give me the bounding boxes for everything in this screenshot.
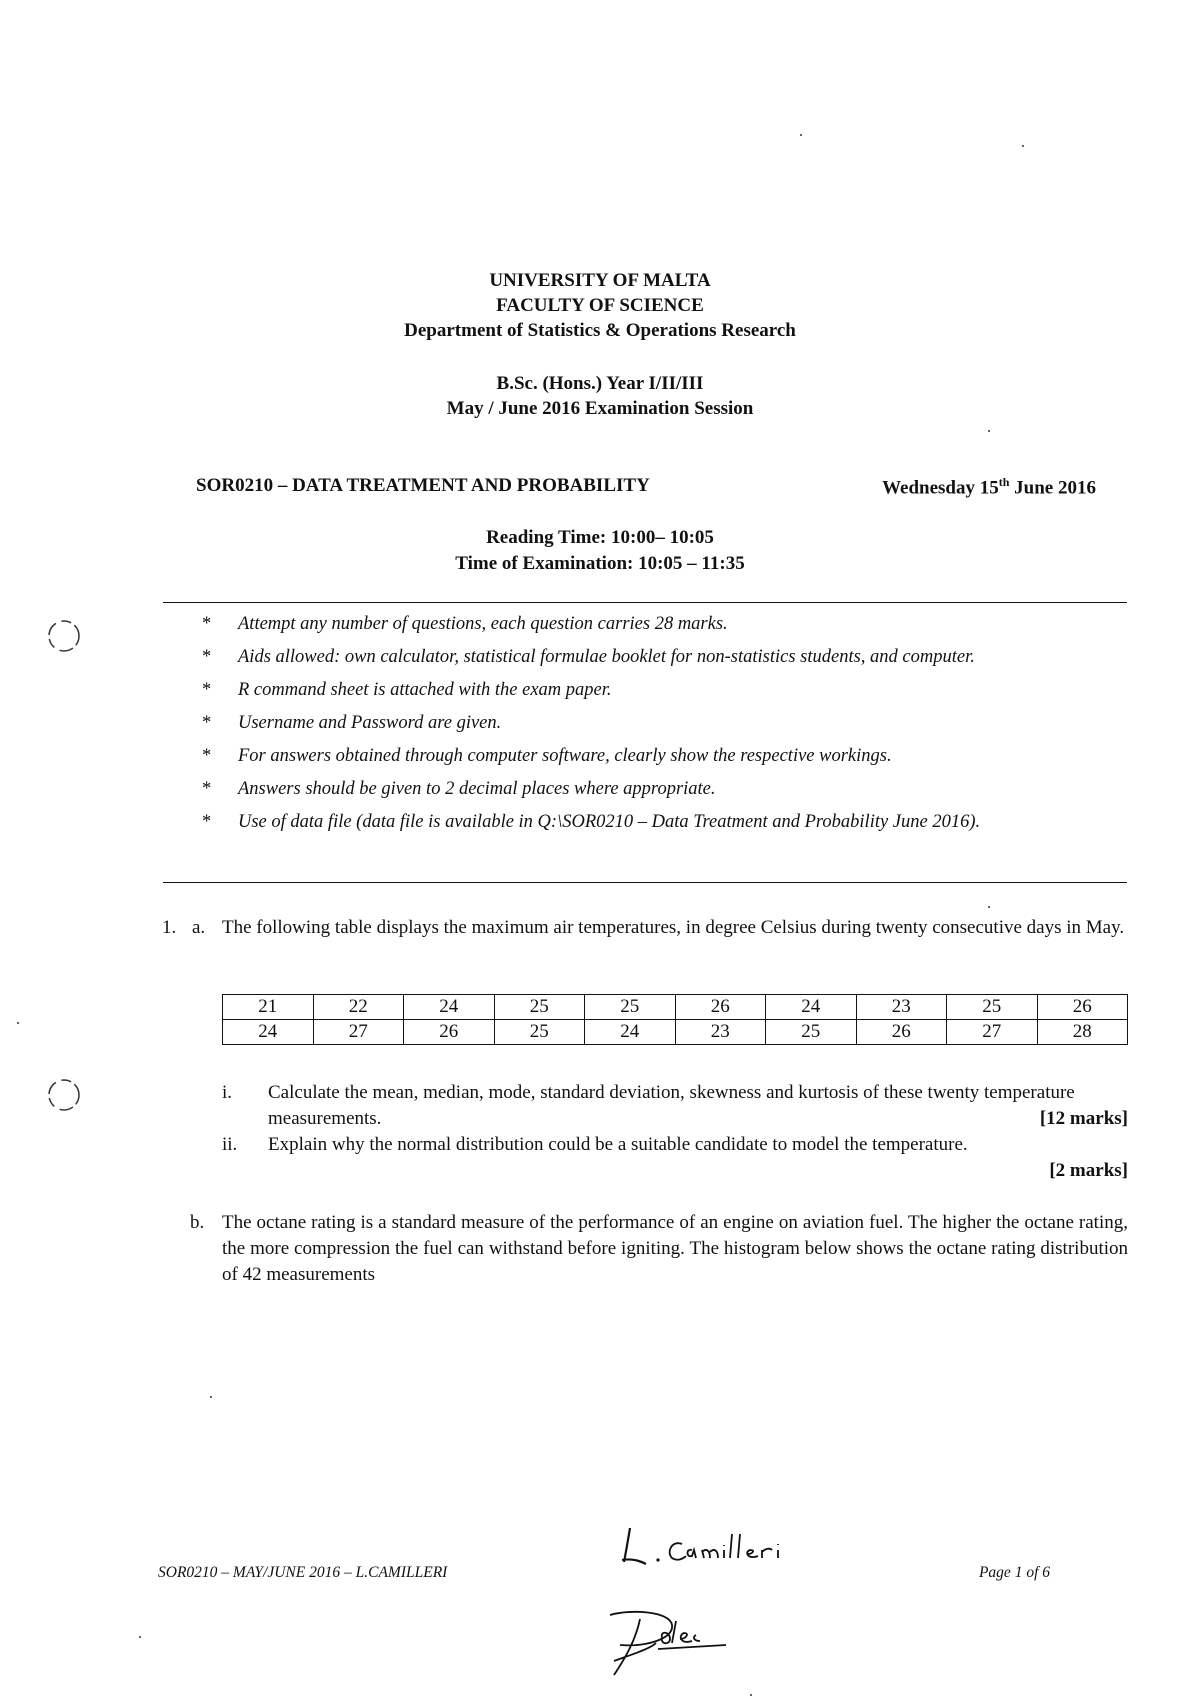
- scan-speck: [988, 906, 990, 908]
- table-cell: 23: [675, 1020, 766, 1045]
- table-row: [223, 995, 1128, 1020]
- table-cell: 28: [1037, 1020, 1128, 1045]
- table-cell: 25: [947, 995, 1038, 1020]
- scan-speck: [800, 134, 802, 136]
- scan-speck: [17, 1022, 19, 1024]
- reading-time: Reading Time: 10:00– 10:05: [486, 527, 714, 548]
- table-cell: 24: [585, 1020, 676, 1045]
- degree-block: [0, 371, 1200, 421]
- instruction-item: * Use of data file (data file is available in Q:\SOR0210 – Data Treatment and Probability June 2016).: [202, 812, 981, 832]
- table-cell: 24: [404, 995, 495, 1020]
- handwritten-signature-name: [620, 1520, 840, 1570]
- punch-hole-bottom: [44, 1075, 84, 1115]
- instruction-item: * Aids allowed: own calculator, statistical formulae booklet for non-statistics students, and computer.: [202, 647, 975, 667]
- table-cell: 25: [494, 1020, 585, 1045]
- table-cell: 25: [585, 995, 676, 1020]
- rule-bottom: [163, 882, 1127, 883]
- sub-i-text: Calculate the mean, median, mode, standard deviation, skewness and kurtosis of these twenty temperature measurements. [12 marks]: [268, 1080, 1128, 1132]
- footer-page-number: Page 1 of 6: [978, 1564, 1050, 1581]
- part-b-label: b.: [190, 1212, 205, 1233]
- exam-date: Wednesday 15th June 2016: [882, 475, 1096, 499]
- scan-speck: [750, 1694, 752, 1696]
- examination-time: Time of Examination: 10:05 – 11:35: [455, 553, 745, 574]
- instruction-item: * Answers should be given to 2 decimal places where appropriate.: [202, 779, 716, 799]
- table-cell: 27: [313, 1020, 404, 1045]
- table-row: [223, 1020, 1128, 1045]
- table-cell: 23: [856, 995, 947, 1020]
- table-cell: 25: [494, 995, 585, 1020]
- department-name: Department of Statistics & Operations Research: [404, 320, 796, 341]
- question-number: 1.: [162, 917, 177, 938]
- course-title: SOR0210 – DATA TREATMENT AND PROBABILITY: [196, 475, 650, 496]
- instruction-item: * R command sheet is attached with the exam paper.: [202, 680, 612, 700]
- sub-i-marks: [12 marks]: [1039, 1108, 1128, 1129]
- footer-course-code: SOR0210 – MAY/JUNE 2016 – L.CAMILLERI: [158, 1564, 448, 1581]
- scan-speck: [139, 1636, 141, 1638]
- part-a-label: a.: [192, 917, 206, 938]
- sub-ii-label: ii.: [222, 1134, 238, 1155]
- table-cell: 24: [223, 1020, 314, 1045]
- instruction-item: * Attempt any number of questions, each question carries 28 marks.: [202, 614, 728, 634]
- punch-hole-top: [44, 616, 84, 656]
- course-line: [196, 475, 1096, 497]
- table-cell: 26: [1037, 995, 1128, 1020]
- instruction-list: [200, 612, 1128, 843]
- table-cell: 26: [675, 995, 766, 1020]
- exam-header: [0, 268, 1200, 343]
- table-cell: 21: [223, 995, 314, 1020]
- scan-speck: [988, 430, 990, 432]
- handwritten-signature-initials: [600, 1605, 780, 1685]
- instruction-item: * For answers obtained through computer software, clearly show the respective workings.: [202, 746, 892, 766]
- table-cell: 26: [856, 1020, 947, 1045]
- sub-i-label: i.: [222, 1082, 233, 1103]
- temperature-table: [222, 994, 1128, 1045]
- rule-top: [163, 602, 1127, 603]
- table-cell: 22: [313, 995, 404, 1020]
- sub-ii-text: Explain why the normal distribution could be a suitable candidate to model the temperature. [2 marks]: [268, 1132, 1128, 1184]
- table-cell: 25: [766, 1020, 857, 1045]
- degree-year: B.Sc. (Hons.) Year I/II/III: [496, 373, 704, 394]
- faculty-name: FACULTY OF SCIENCE: [496, 295, 704, 316]
- scan-speck: [1022, 145, 1024, 147]
- part-a-text: The following table displays the maximum air temperatures, in degree Celsius during twenty consecutive days in May.: [222, 917, 1125, 938]
- sub-ii-marks: [2 marks]: [1049, 1160, 1128, 1181]
- table-cell: 24: [766, 995, 857, 1020]
- exam-session: May / June 2016 Examination Session: [446, 398, 754, 419]
- table-cell: 26: [404, 1020, 495, 1045]
- scan-speck: [210, 1396, 212, 1398]
- table-cell: 27: [947, 1020, 1038, 1045]
- part-b-text: The octane rating is a standard measure of the performance of an engine on aviation fuel. The higher the octane rating, the more compression the fuel can withstand before igniting. The histogram below shows the octane rating distribution of 42 measurements: [222, 1212, 1128, 1285]
- instruction-item: * Username and Password are given.: [202, 713, 502, 733]
- university-name: UNIVERSITY OF MALTA: [489, 270, 711, 291]
- exam-times: [0, 525, 1200, 577]
